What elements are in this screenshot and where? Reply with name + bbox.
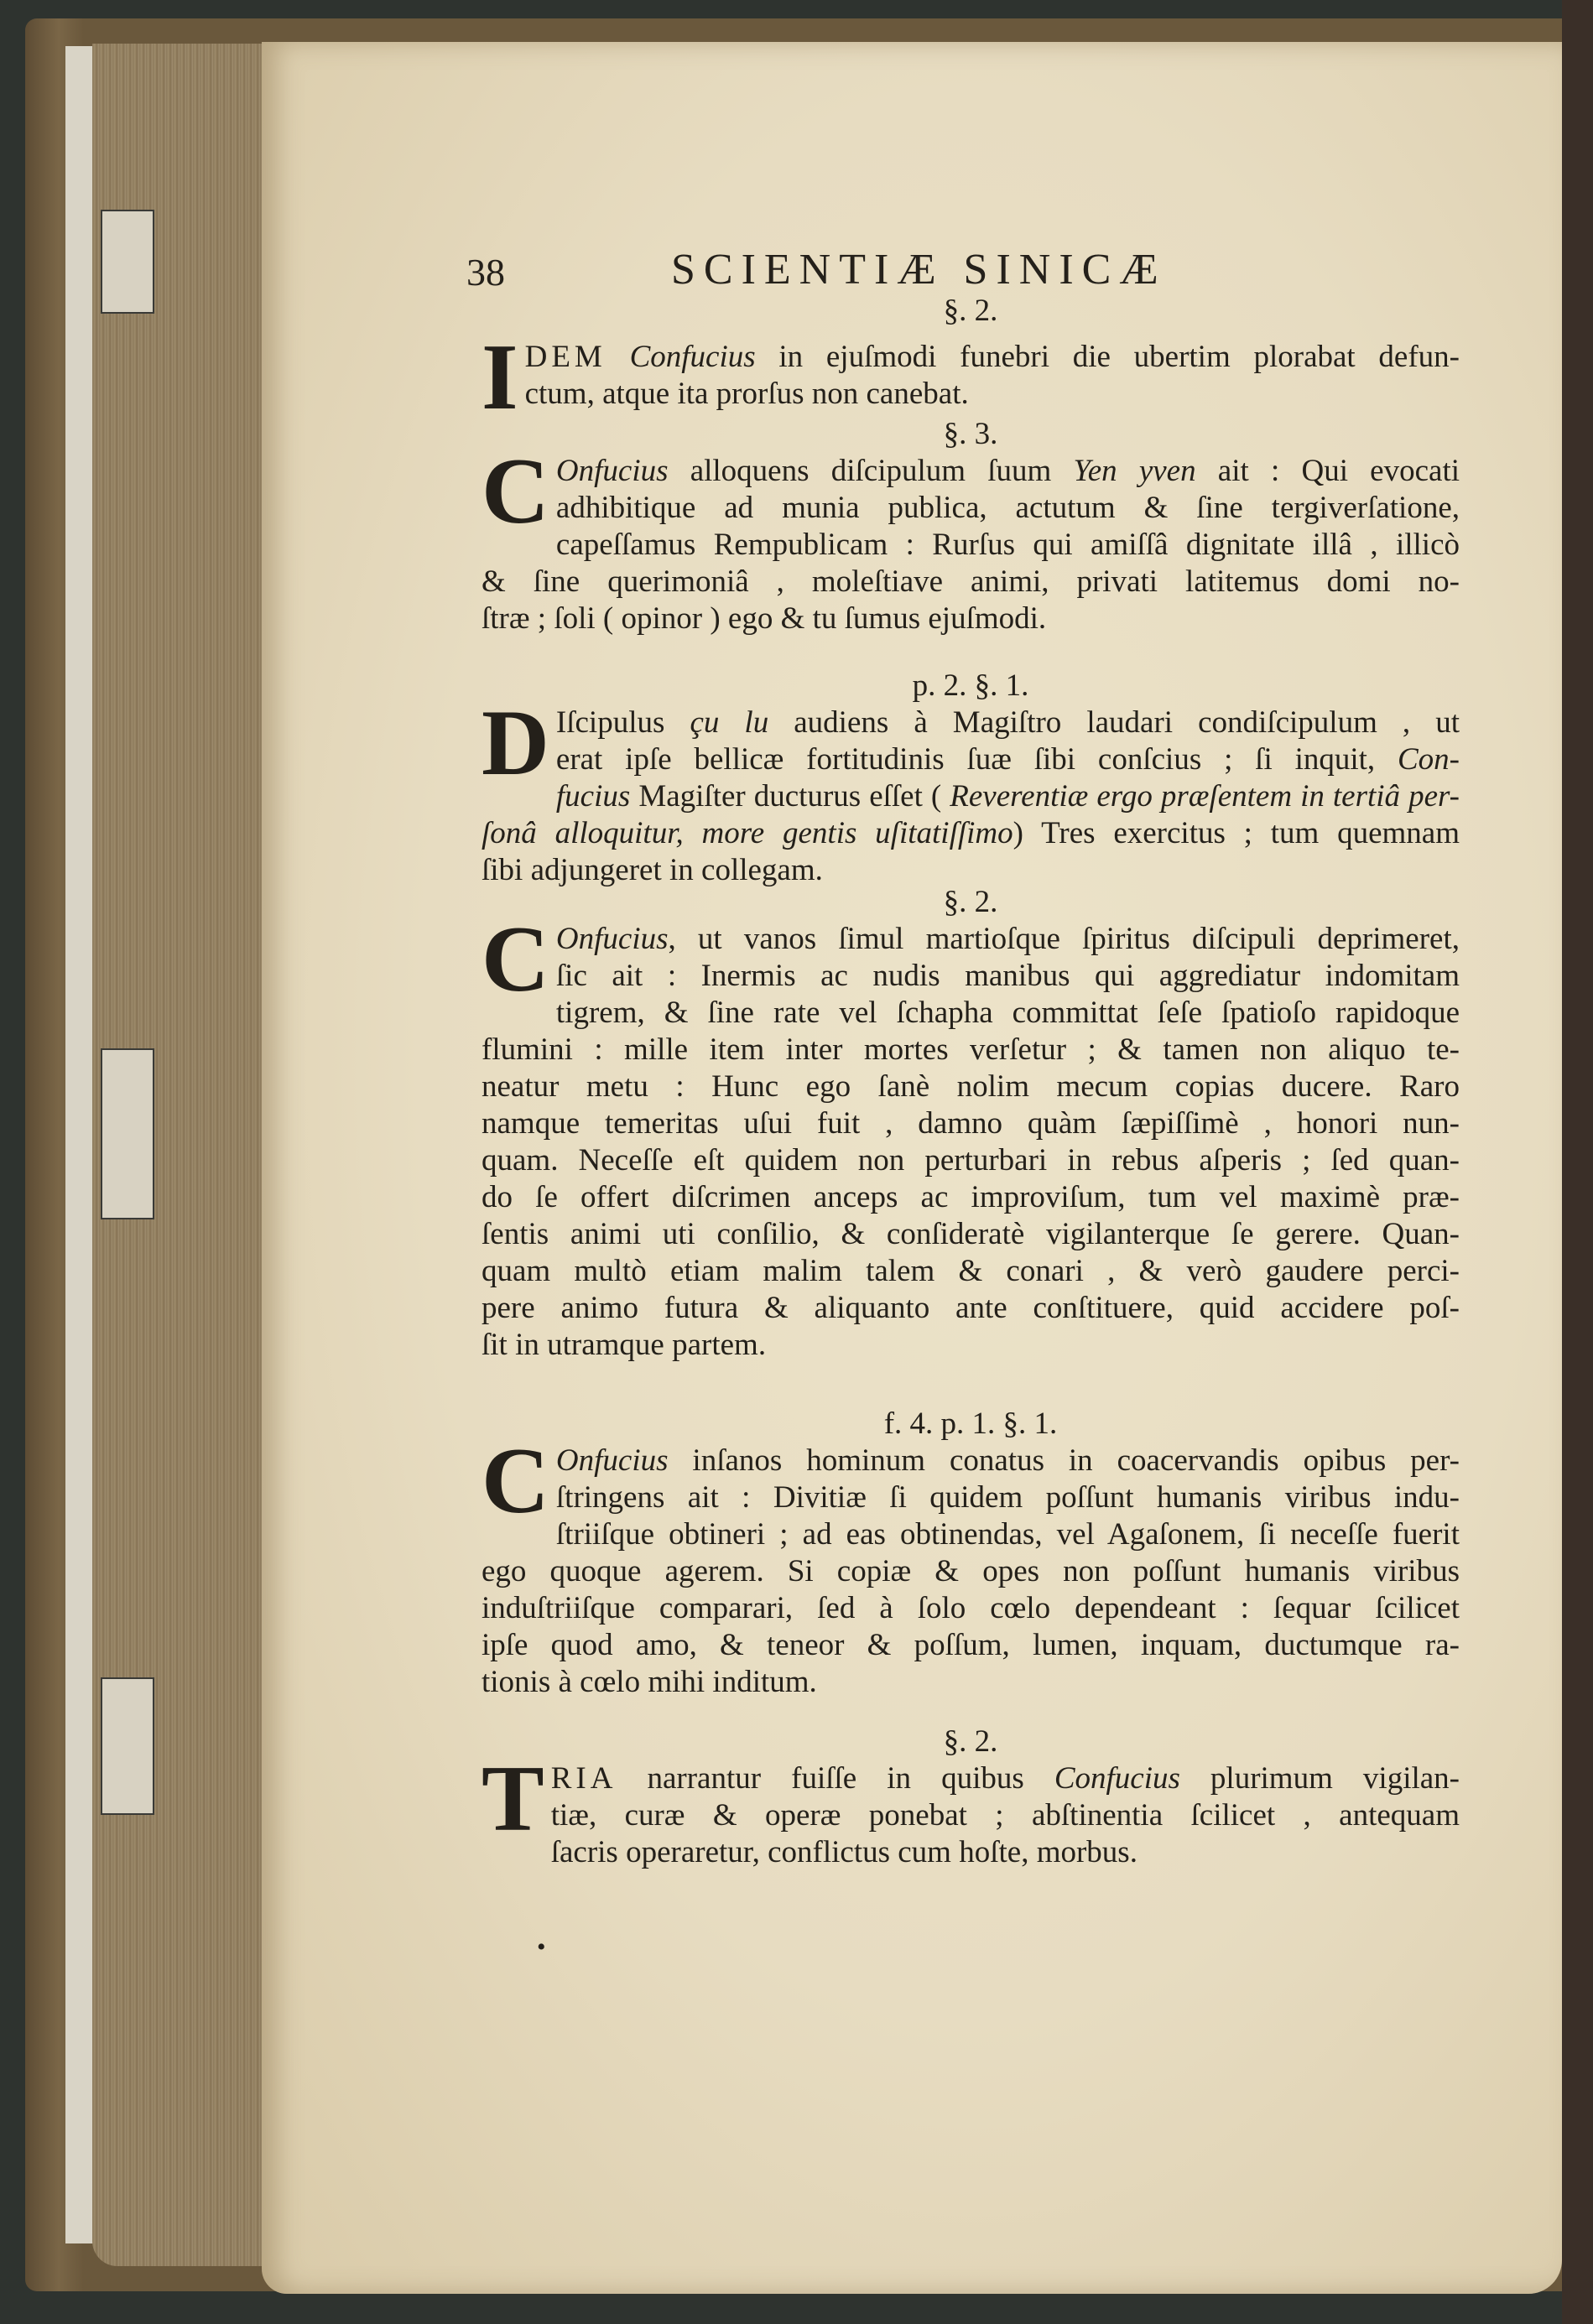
italic-text: Con- <box>1398 742 1460 777</box>
text-line <box>482 958 1460 995</box>
text-segment: flumini : mille item inter mortes verſetur ; & tamen non aliquo te- <box>482 1032 1460 1067</box>
text-line <box>482 1216 1460 1253</box>
text-segment: ) Tres exercitus ; tum quemnam <box>1013 816 1460 850</box>
text-segment: namque temeritas uſui fuit , damno quàm ſæpiſſimè , honori nun- <box>482 1106 1460 1141</box>
text-line <box>482 1253 1460 1290</box>
text-segment: narrantur fuiſſe in quibus <box>617 1761 1054 1796</box>
text-line <box>482 1032 1460 1068</box>
italic-text: Onfucius <box>555 454 669 488</box>
section-heading: §. 3. <box>943 417 998 451</box>
page-tab <box>101 1677 154 1815</box>
text-segment: neatur metu : Hunc ego ſanè nolim mecum copias ducere. Raro <box>482 1069 1460 1104</box>
section <box>482 1724 1460 1871</box>
drop-cap: C <box>482 439 549 543</box>
text-line <box>482 1068 1460 1105</box>
text-line <box>482 453 1460 490</box>
text-line <box>482 1479 1460 1516</box>
text-line <box>482 527 1460 564</box>
text-line <box>482 1590 1460 1627</box>
text-segment: quam multò etiam malim talem & conari , & verò gaudere perci- <box>482 1254 1460 1288</box>
text-segment: DEM <box>524 340 606 374</box>
text-segment: Iſcipulus <box>555 705 690 740</box>
text-line <box>482 600 1460 637</box>
text-segment: ego quoque agerem. Si copiæ & opes non poſſunt humanis viribus <box>482 1554 1460 1588</box>
text-line <box>482 1553 1460 1590</box>
text-segment: in ejuſmodi funebri die ubertim plorabat defun- <box>755 340 1460 374</box>
text-line <box>482 1664 1460 1701</box>
text-segment: ſit in utramque partem. <box>482 1328 767 1362</box>
text-line <box>482 1760 1460 1797</box>
text-line <box>482 1290 1460 1327</box>
text-line <box>482 376 1460 413</box>
text-segment: tigrem, & ſine rate vel ſchapha committat ſeſe ſpatioſo rapidoque <box>555 996 1460 1030</box>
text-segment: quam. Neceſſe eſt quidem non perturbari in rebus aſperis ; ſed quan- <box>482 1143 1460 1178</box>
page-number: 38 <box>466 251 505 294</box>
text-line <box>482 1142 1460 1179</box>
text-segment: pere animo futura & aliquanto ante conſtituere, quid accidere poſ- <box>482 1291 1460 1325</box>
text-line <box>482 1179 1460 1216</box>
text-segment: & ſine querimoniâ , moleſtiave animi, privati latitemus domi no- <box>482 564 1460 599</box>
italic-text: Onfucius <box>555 922 669 956</box>
text-segment: ſtræ ; ſoli ( opinor ) ego & tu ſumus ejuſmodi. <box>482 601 1047 636</box>
text-segment: ait : Qui evocati <box>1195 454 1460 488</box>
italic-text: Onfucius <box>555 1443 669 1478</box>
italic-text: çu lu <box>690 705 769 740</box>
text-segment: RIA <box>550 1761 617 1796</box>
text-segment: adhibitique ad munia publica, actutum & ſine tergiverſatione, <box>555 491 1460 525</box>
text-line <box>482 1327 1460 1364</box>
text-line <box>482 490 1460 527</box>
text-segment: do ſe offert diſcrimen anceps ac improviſum, tum vel maximè præ- <box>482 1180 1460 1214</box>
text-segment: inſanos hominum conatus in coacervandis opibus per- <box>668 1443 1460 1478</box>
italic-text: ſonâ alloquitur, more gentis uſitatiſſimo <box>482 816 1013 850</box>
flyleaf <box>65 46 96 2243</box>
text-line <box>482 1834 1460 1871</box>
text-segment: ſtriiſque obtineri ; ad eas obtinendas, vel Agaſonem, ſi neceſſe fuerit <box>555 1517 1460 1552</box>
running-head: SCIENTIÆ SINICÆ <box>671 246 1167 294</box>
italic-text: Yen yven <box>1073 454 1196 488</box>
text-segment: ſibi adjungeret in collegam. <box>482 853 823 887</box>
text-segment: capeſſamus Rempublicam : Rurſus qui amiſſâ dignitate illâ , illicò <box>555 528 1460 562</box>
section-heading: §. 2. <box>943 294 998 328</box>
italic-text: Confucius <box>1054 1761 1180 1796</box>
text-segment: tiæ, curæ & operæ ponebat ; abſtinentia ſcilicet , antequam <box>550 1798 1460 1833</box>
text-segment: audiens à Magiſtro laudari condiſcipulum , ut <box>768 705 1460 740</box>
text-line <box>482 1443 1460 1479</box>
drop-cap: C <box>482 1429 549 1533</box>
italic-text: Confucius <box>629 340 756 374</box>
section-heading: §. 2. <box>943 1724 998 1759</box>
text-segment: plurimum vigilan- <box>1179 1761 1460 1796</box>
printer-mark: • <box>537 1933 546 1961</box>
drop-cap: C <box>482 907 549 1011</box>
drop-cap: I <box>482 325 518 429</box>
text-line <box>482 995 1460 1032</box>
text-segment: induſtriiſque comparari, ſed à ſolo cœlo dependeant : ſequar ſcilicet <box>482 1591 1460 1625</box>
text-line <box>482 704 1460 741</box>
drop-cap: T <box>482 1747 544 1851</box>
section <box>482 416 1460 637</box>
text-line <box>482 921 1460 958</box>
drop-cap: D <box>482 691 549 795</box>
text-segment: tionis à cœlo mihi inditum. <box>482 1665 817 1699</box>
italic-text: Reverentiæ ergo præſentem in tertiâ per- <box>950 779 1460 814</box>
text-segment: ctum, atque ita prorſus non canebat. <box>524 377 969 411</box>
section <box>482 293 1460 429</box>
italic-text: fucius <box>555 779 631 814</box>
text-line <box>482 564 1460 600</box>
text-line <box>482 741 1460 778</box>
text-segment: ſic ait : Inermis ac nudis manibus qui aggrediatur indomitam <box>555 959 1460 993</box>
section-heading: §. 2. <box>943 885 998 919</box>
text-segment: Magiſter ducturus eſſet ( <box>630 779 950 814</box>
text-line <box>482 339 1460 376</box>
text-line <box>482 1797 1460 1834</box>
text-segment <box>606 340 630 374</box>
section-heading: f. 4. p. 1. §. 1. <box>883 1406 1058 1441</box>
text-segment: ſacris operaretur, conflictus cum hoſte, morbus. <box>550 1835 1137 1869</box>
text-line <box>482 1627 1460 1664</box>
page-tab <box>101 210 154 314</box>
text-segment: ſentis animi uti conſilio, & conſideratè vigilanterque ſe gerere. Quan- <box>482 1217 1460 1251</box>
section-heading: p. 2. §. 1. <box>912 668 1029 703</box>
section <box>482 668 1460 889</box>
section <box>482 884 1460 1364</box>
text-segment: erat ipſe bellicæ fortitudinis ſuæ ſibi conſcius ; ſi inquit, <box>555 742 1398 777</box>
text-segment: ſtringens ait : Divitiæ ſi quidem poſſunt humanis viribus indu- <box>555 1480 1460 1515</box>
text-line <box>482 815 1460 852</box>
facing-page-edge <box>1562 0 1593 2324</box>
text-line <box>482 778 1460 815</box>
text-line <box>482 1105 1460 1142</box>
text-line <box>482 1516 1460 1553</box>
section <box>482 1406 1460 1701</box>
text-segment: alloquens diſcipulum ſuum <box>668 454 1074 488</box>
text-segment: ipſe quod amo, & teneor & poſſum, lumen, inquam, ductumque ra- <box>482 1628 1460 1662</box>
text-segment: , ut vanos ſimul martioſque ſpiritus diſcipuli deprimeret, <box>668 922 1460 956</box>
page-tab <box>101 1048 154 1219</box>
